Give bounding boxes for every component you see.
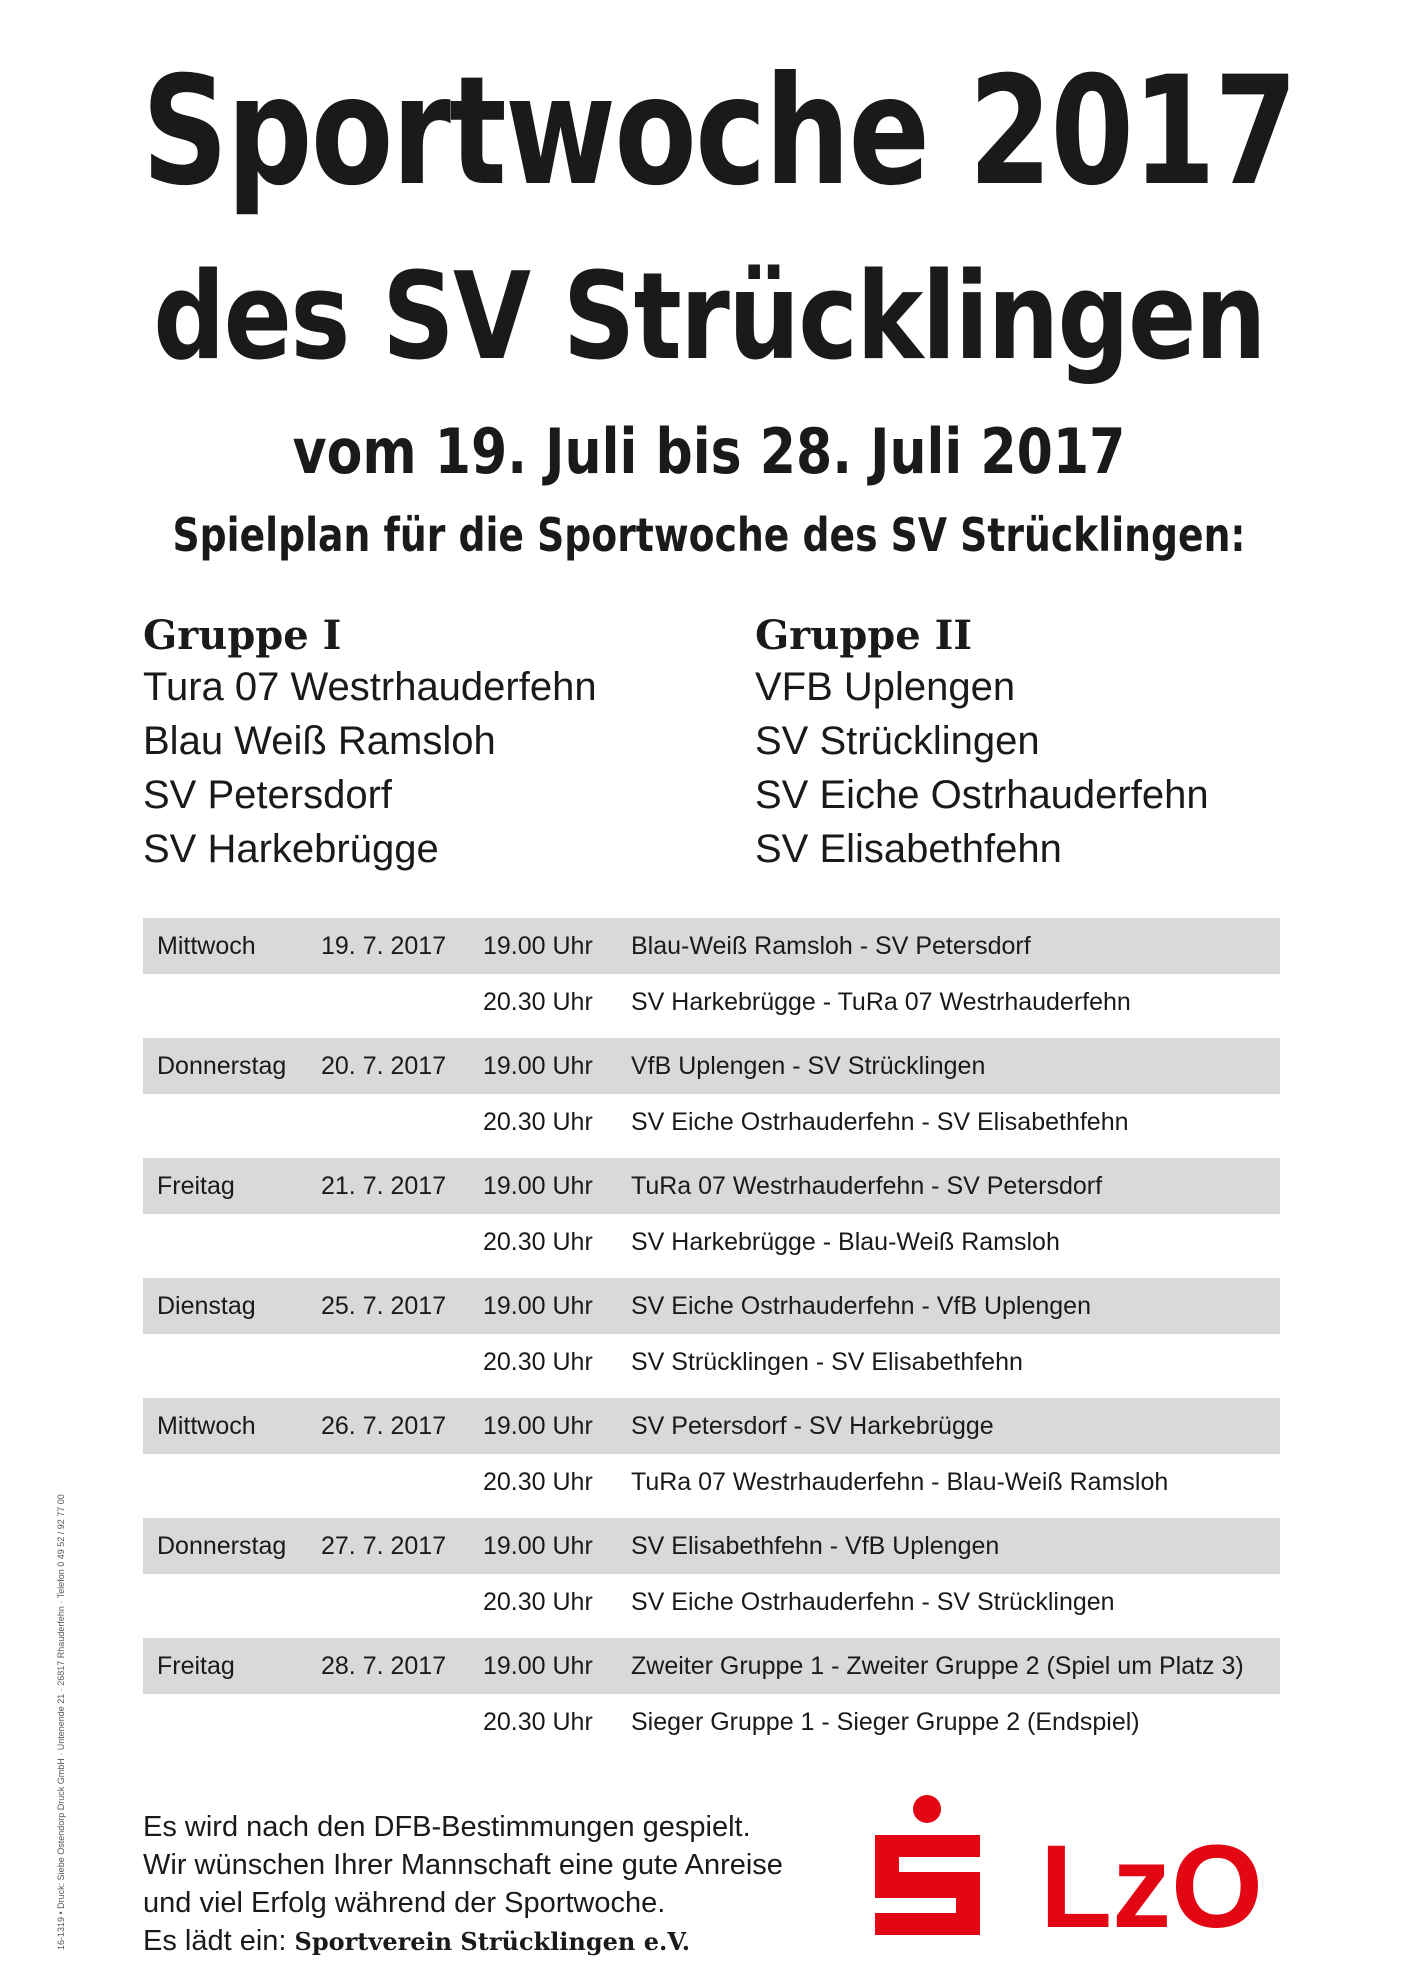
match-pairing: SV Petersdorf - SV Harkebrügge	[631, 1412, 994, 1440]
schedule-row	[143, 1518, 1280, 1574]
match-day: Freitag	[157, 1652, 235, 1680]
footer-line: Es wird nach den DFB-Bestimmungen gespielt.	[143, 1811, 751, 1843]
match-day: Donnerstag	[157, 1052, 287, 1080]
match-date: 25. 7. 2017	[321, 1292, 447, 1320]
group-1	[143, 612, 597, 876]
team-name: Tura 07 Westrhauderfehn	[143, 665, 597, 709]
match-pairing: TuRa 07 Westrhauderfehn - Blau-Weiß Ramsloh	[631, 1468, 1169, 1496]
team-name: SV Strücklingen	[755, 719, 1040, 763]
match-day: Freitag	[157, 1172, 235, 1200]
match-date: 19. 7. 2017	[321, 932, 447, 960]
team-name: SV Eiche Ostrhauderfehn	[755, 773, 1209, 817]
match-day: Mittwoch	[157, 932, 256, 960]
schedule-row	[143, 1398, 1280, 1454]
schedule-row	[143, 1158, 1280, 1214]
schedule-row	[143, 1454, 1280, 1514]
schedule-row	[143, 1334, 1280, 1394]
match-time: 19.00 Uhr	[483, 1652, 593, 1680]
match-day: Dienstag	[157, 1292, 256, 1320]
schedule-heading: Spielplan für die Sportwoche des SV Strücklingen:	[172, 508, 1246, 562]
match-date: 27. 7. 2017	[321, 1532, 447, 1560]
match-pairing: Blau-Weiß Ramsloh - SV Petersdorf	[631, 932, 1031, 960]
match-pairing: SV Elisabethfehn - VfB Uplengen	[631, 1532, 1000, 1560]
schedule-row	[143, 1214, 1280, 1274]
match-pairing: Sieger Gruppe 1 - Sieger Gruppe 2 (Endspiel)	[631, 1708, 1140, 1736]
schedule-row	[143, 1694, 1280, 1754]
footer-line	[143, 1922, 783, 1960]
footer-line: und viel Erfolg während der Sportwoche.	[143, 1887, 666, 1919]
schedule-row	[143, 1574, 1280, 1634]
group-title: Gruppe II	[755, 612, 973, 659]
footer-text	[143, 1808, 783, 1960]
match-day: Mittwoch	[157, 1412, 256, 1440]
match-day: Donnerstag	[157, 1532, 287, 1560]
match-time: 19.00 Uhr	[483, 1052, 593, 1080]
schedule-row	[143, 1094, 1280, 1154]
match-pairing: SV Harkebrügge - Blau-Weiß Ramsloh	[631, 1228, 1060, 1256]
club-name: Sportverein Strücklingen e.V.	[294, 1927, 691, 1956]
invite-prefix: Es lädt ein:	[143, 1925, 295, 1957]
team-name: SV Petersdorf	[143, 773, 393, 817]
group-2	[755, 612, 1209, 876]
match-time: 20.30 Uhr	[483, 1348, 593, 1376]
page-title: Sportwoche 2017	[141, 45, 1297, 219]
match-time: 19.00 Uhr	[483, 1412, 593, 1440]
match-pairing: Zweiter Gruppe 1 - Zweiter Gruppe 2 (Spiel um Platz 3)	[631, 1652, 1244, 1680]
date-range: vom 19. Juli bis 28. Juli 2017	[292, 415, 1126, 488]
match-pairing: SV Eiche Ostrhauderfehn - VfB Uplengen	[631, 1292, 1091, 1320]
match-pairing: SV Harkebrügge - TuRa 07 Westrhauderfehn	[631, 988, 1131, 1016]
schedule-row	[143, 1638, 1280, 1694]
match-time: 20.30 Uhr	[483, 1468, 593, 1496]
match-time: 20.30 Uhr	[483, 1108, 593, 1136]
schedule-row	[143, 1038, 1280, 1094]
schedule-row	[143, 974, 1280, 1034]
printer-note: 16-1319 • Druck: Siebe Ostendorp Druck GmbH · Untenende 21 · 26817 Rhauderfehn · Telefon 0 49 52 / 92 77 00	[56, 1494, 66, 1950]
match-pairing: SV Strücklingen - SV Elisabethfehn	[631, 1348, 1023, 1376]
sponsor-name: LzO	[1040, 1821, 1263, 1953]
team-name: SV Elisabethfehn	[755, 827, 1062, 871]
schedule-table	[143, 918, 1280, 1758]
footer-line: Wir wünschen Ihrer Mannschaft eine gute Anreise	[143, 1849, 783, 1881]
page-title-line2: des SV Strücklingen	[153, 248, 1265, 387]
match-time: 19.00 Uhr	[483, 932, 593, 960]
schedule-row	[143, 918, 1280, 974]
match-date: 28. 7. 2017	[321, 1652, 447, 1680]
team-name: SV Harkebrügge	[143, 827, 439, 871]
match-pairing: SV Eiche Ostrhauderfehn - SV Strücklingen	[631, 1588, 1115, 1616]
match-pairing: TuRa 07 Westrhauderfehn - SV Petersdorf	[631, 1172, 1103, 1200]
match-date: 21. 7. 2017	[321, 1172, 447, 1200]
group-title: Gruppe I	[143, 612, 342, 659]
team-name: VFB Uplengen	[755, 665, 1016, 709]
match-time: 19.00 Uhr	[483, 1292, 593, 1320]
schedule-row	[143, 1278, 1280, 1334]
match-time: 20.30 Uhr	[483, 1708, 593, 1736]
match-date: 26. 7. 2017	[321, 1412, 447, 1440]
match-time: 20.30 Uhr	[483, 988, 593, 1016]
match-time: 20.30 Uhr	[483, 1228, 593, 1256]
match-time: 20.30 Uhr	[483, 1588, 593, 1616]
match-date: 20. 7. 2017	[321, 1052, 447, 1080]
team-name: Blau Weiß Ramsloh	[143, 719, 496, 763]
match-pairing: VfB Uplengen - SV Strücklingen	[631, 1052, 986, 1080]
match-time: 19.00 Uhr	[483, 1172, 593, 1200]
match-pairing: SV Eiche Ostrhauderfehn - SV Elisabethfehn	[631, 1108, 1129, 1136]
match-time: 19.00 Uhr	[483, 1532, 593, 1560]
